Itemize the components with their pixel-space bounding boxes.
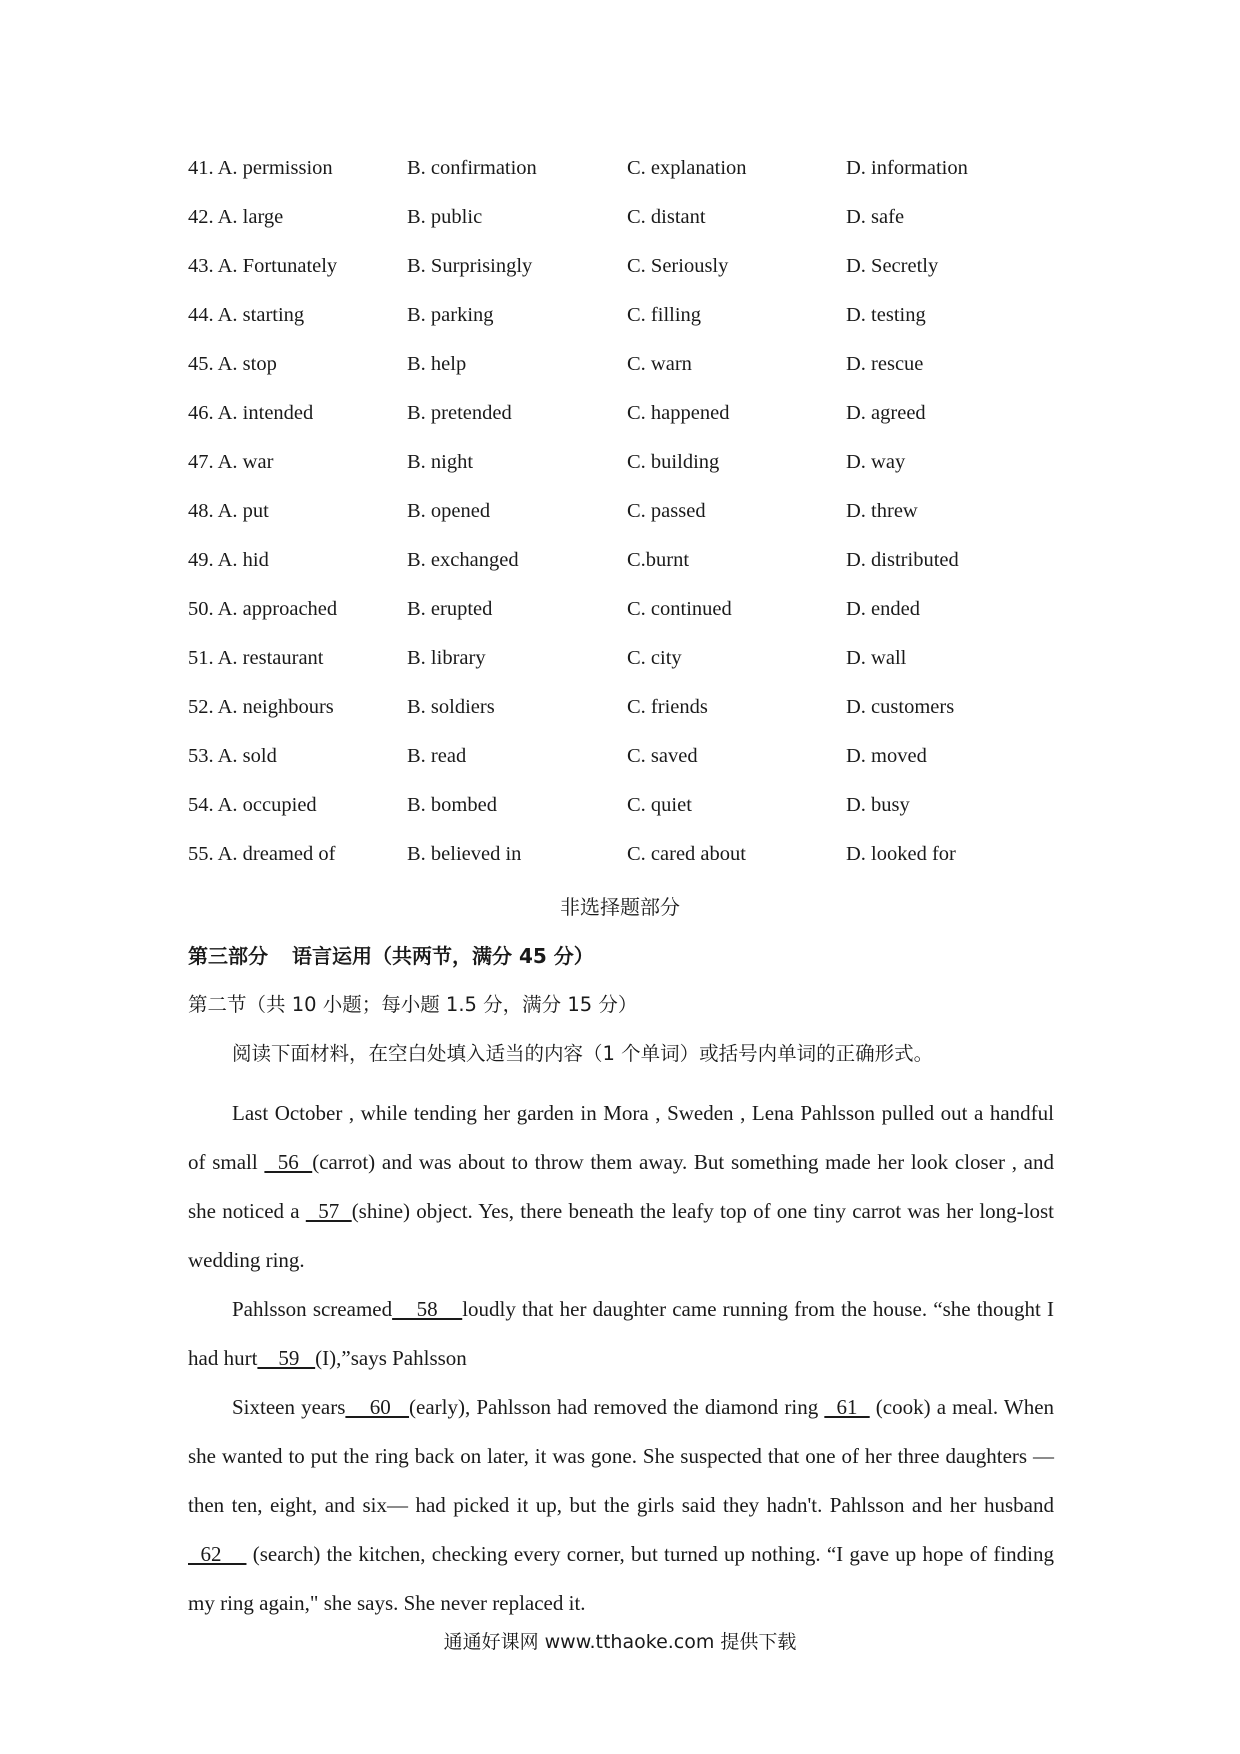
option-choice: B. bombed [407, 794, 497, 816]
option-row [188, 499, 1068, 548]
text: Last October , while tending her garden in Mora , Sweden , Lena Pahlsson pulled out a handful of small [188, 1101, 1054, 1174]
option-row [188, 352, 1068, 401]
option-choice: 55. A. dreamed of [188, 843, 336, 865]
option-choice: D. threw [846, 500, 918, 522]
option-choice: 44. A. starting [188, 304, 305, 326]
option-row [188, 156, 1068, 205]
option-row [188, 205, 1068, 254]
blank-59: 59 [257, 1346, 316, 1370]
option-row [188, 303, 1068, 352]
option-choice: C. Seriously [627, 255, 729, 277]
blank-56: 56 [264, 1150, 313, 1174]
option-row [188, 793, 1068, 842]
option-choice: D. agreed [846, 402, 926, 424]
text: (carrot) and was about to throw them away. But something made her look closer , and she noticed a [188, 1150, 1055, 1223]
option-choice: B. library [407, 647, 486, 669]
option-choice: D. busy [846, 794, 910, 816]
option-choice: D. distributed [846, 549, 959, 571]
option-choice: D. moved [846, 745, 927, 767]
blank-62: 62 [188, 1542, 247, 1566]
part-heading [188, 944, 594, 968]
instruction: 阅读下面材料，在空白处填入适当的内容（1 个单词）或括号内单词的正确形式。 [232, 1042, 934, 1065]
text: (cook) a meal. When she wanted to put the ring back on later, it was gone. She suspected that one of her three daughters —then ten, eight, and six— had picked it up, but the girls said they hadn't. Pahlsson and her husband [188, 1395, 1055, 1517]
passage [188, 1089, 1054, 1628]
option-choice: 53. A. sold [188, 745, 277, 767]
option-choice: B. confirmation [407, 157, 537, 179]
option-choice: B. opened [407, 500, 491, 522]
text: Sixteen years [232, 1395, 346, 1419]
option-choice: 51. A. restaurant [188, 647, 324, 669]
option-row [188, 401, 1068, 450]
option-row [188, 695, 1068, 744]
option-choice: B. Surprisingly [407, 255, 533, 277]
option-choice: C. cared about [627, 843, 746, 865]
option-choice: C. explanation [627, 157, 747, 179]
text: (I),”says Pahlsson [315, 1346, 467, 1370]
option-choice: 41. A. permission [188, 157, 333, 179]
option-choice: B. exchanged [407, 549, 519, 571]
text: loudly that her daughter came running from the house. “she thought I had hurt [188, 1297, 1055, 1370]
option-row [188, 254, 1068, 303]
option-choice: C. passed [627, 500, 706, 522]
option-row [188, 548, 1068, 597]
option-choice: D. information [846, 157, 968, 179]
option-choice: C. continued [627, 598, 732, 620]
blank-61: 61 [824, 1395, 870, 1419]
option-row [188, 842, 1068, 891]
option-choice: D. rescue [846, 353, 924, 375]
option-row [188, 597, 1068, 646]
option-choice: B. believed in [407, 843, 522, 865]
option-choice: D. safe [846, 206, 905, 228]
text: Pahlsson screamed [232, 1297, 393, 1321]
option-choice: 45. A. stop [188, 353, 277, 375]
option-choice: D. testing [846, 304, 926, 326]
option-row [188, 450, 1068, 499]
option-choice: 54. A. occupied [188, 794, 317, 816]
option-choice: C. city [627, 647, 682, 669]
option-choice: C. saved [627, 745, 698, 767]
option-choice: 48. A. put [188, 500, 269, 522]
option-choice: C. building [627, 451, 720, 473]
option-choice: D. Secretly [846, 255, 939, 277]
option-choice: B. pretended [407, 402, 512, 424]
option-row [188, 744, 1068, 793]
option-choice: C. filling [627, 304, 702, 326]
option-choice: 50. A. approached [188, 598, 338, 620]
option-choice: D. ended [846, 598, 921, 620]
option-choice: 43. A. Fortunately [188, 255, 338, 277]
option-choice: 49. A. hid [188, 549, 269, 571]
option-choice: B. public [407, 206, 483, 228]
text: (shine) object. Yes, there beneath the leafy top of one tiny carrot was her long-lost wedding ring. [188, 1199, 1055, 1272]
option-choice: C.burnt [627, 549, 690, 571]
option-choice: 42. A. large [188, 206, 284, 228]
option-row [188, 646, 1068, 695]
option-choice: C. warn [627, 353, 692, 375]
section-title: 非选择题部分 [560, 895, 680, 919]
option-choice: C. distant [627, 206, 706, 228]
option-choice: B. parking [407, 304, 494, 326]
option-choice: D. customers [846, 696, 955, 718]
option-choice: 46. A. intended [188, 402, 314, 424]
part-label: 第三部分 [188, 944, 268, 968]
option-choice: B. night [407, 451, 474, 473]
options-list [188, 156, 1068, 891]
blank-58: 58 [392, 1297, 463, 1321]
option-choice: D. wall [846, 647, 907, 669]
part-title: 语言运用（共两节，满分 45 分） [292, 944, 594, 968]
footer-source: 通通好课网 www.tthaoke.com 提供下载 [443, 1631, 797, 1653]
option-choice: 52. A. neighbours [188, 696, 334, 718]
paragraph-2 [188, 1285, 1054, 1383]
text: (search) the kitchen, checking every corner, but turned up nothing. “I gave up hope of finding my ring again," she says. She never replaced it. [188, 1542, 1054, 1615]
blank-57: 57 [305, 1199, 352, 1223]
option-choice: B. erupted [407, 598, 493, 620]
option-choice: B. read [407, 745, 467, 767]
option-choice: C. friends [627, 696, 708, 718]
option-choice: B. soldiers [407, 696, 495, 718]
option-choice: C. happened [627, 402, 730, 424]
option-choice: D. way [846, 451, 906, 473]
text: (early), Pahlsson had removed the diamond ring [409, 1395, 825, 1419]
paragraph-3 [188, 1383, 1054, 1628]
option-choice: 47. A. war [188, 451, 274, 473]
option-choice: D. looked for [846, 843, 956, 865]
paragraph-1 [188, 1089, 1054, 1285]
sub-heading: 第二节（共 10 小题；每小题 1.5 分，满分 15 分） [188, 993, 638, 1016]
blank-60: 60 [345, 1395, 410, 1419]
option-choice: C. quiet [627, 794, 692, 816]
option-choice: B. help [407, 353, 467, 375]
